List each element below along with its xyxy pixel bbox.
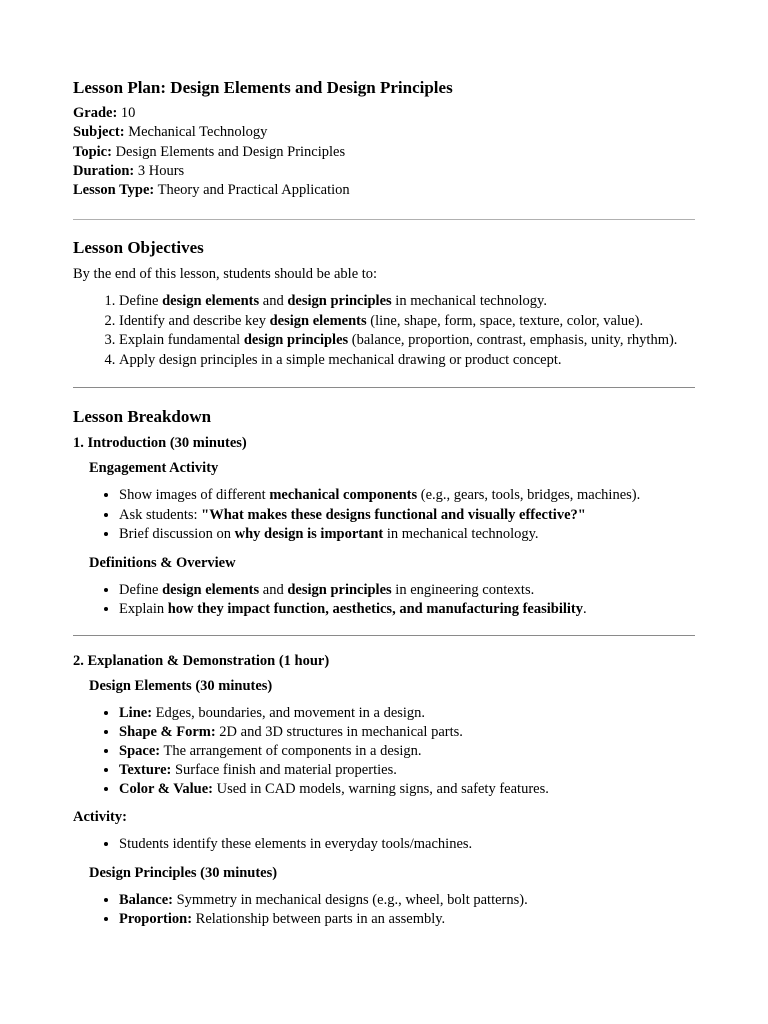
meta-value: Mechanical Technology: [124, 124, 268, 141]
bold-text: mechanical components: [269, 487, 418, 504]
list-item: • Ask students: "What makes these designs functional and visually effective?": [119, 506, 695, 525]
bold-text: design principles: [287, 582, 392, 599]
breakdown-heading: Lesson Breakdown: [73, 407, 212, 427]
list-item: • Line: Edges, boundaries, and movement in a design.: [119, 704, 695, 723]
list-item: 3. Explain fundamental design principles (balance, proportion, contrast, emphasis, unity, rhythm).: [119, 331, 695, 351]
divider: [73, 635, 695, 636]
bold-text: design elements: [269, 312, 367, 329]
bold-text: "What makes these designs functional and visually effective?": [201, 506, 586, 523]
divider: [73, 219, 695, 220]
meta-value: 10: [117, 105, 136, 121]
meta-label: Duration:: [73, 162, 135, 179]
meta-duration: [73, 162, 695, 181]
list-item: • Show images of different mechanical components (e.g., gears, tools, bridges, machines).: [119, 486, 695, 505]
bold-text: Shape & Form:: [119, 723, 216, 740]
bold-text: how they impact function, aesthetics, and manufacturing feasibility: [167, 601, 584, 618]
meta-value: Design Elements and Design Principles: [111, 143, 346, 160]
list-item: 1. Define design elements and design principles in mechanical technology.: [119, 292, 695, 312]
meta-label: Subject:: [73, 124, 125, 141]
bold-text: design principles: [287, 293, 392, 310]
objectives-heading: Lesson Objectives: [73, 238, 204, 258]
meta-subject: [73, 123, 695, 142]
meta-lesson-type: [73, 181, 695, 200]
meta-label: Grade:: [73, 105, 118, 121]
section-introduction-title: 1. Introduction (30 minutes): [73, 435, 247, 452]
meta-topic: [73, 143, 695, 162]
activity-label: Activity:: [73, 808, 127, 825]
divider: [73, 387, 695, 388]
list-item: • Balance: Symmetry in mechanical designs (e.g., wheel, bolt patterns).: [119, 891, 695, 910]
list-item: • Explain how they impact function, aesthetics, and manufacturing feasibility.: [119, 600, 695, 619]
objectives-intro: By the end of this lesson, students should be able to:: [73, 266, 378, 283]
meta-label: Topic:: [73, 143, 112, 160]
list-item: • Brief discussion on why design is important in mechanical technology.: [119, 525, 695, 544]
definitions-overview-title: Definitions & Overview: [89, 555, 236, 572]
activity-list: [73, 835, 695, 854]
list-item: • Proportion: Relationship between parts in an assembly.: [119, 910, 695, 929]
design-elements-title: Design Elements (30 minutes): [89, 677, 273, 694]
bold-text: why design is important: [234, 525, 384, 542]
engagement-list: [73, 486, 695, 544]
list-item: • Students identify these elements in everyday tools/machines.: [119, 835, 695, 854]
bold-text: Color & Value:: [119, 781, 213, 798]
list-item: 4. Apply design principles in a simple mechanical drawing or product concept.: [119, 351, 695, 371]
bold-text: design elements: [162, 293, 260, 310]
design-principles-title: Design Principles (30 minutes): [89, 864, 278, 881]
engagement-activity-title: Engagement Activity: [89, 460, 219, 477]
section-explanation-title: 2. Explanation & Demonstration (1 hour): [73, 652, 330, 669]
lesson-meta: [73, 104, 695, 200]
meta-value: Theory and Practical Application: [154, 182, 350, 199]
bold-text: Proportion:: [119, 910, 193, 927]
bold-text: Line:: [119, 704, 153, 721]
list-item: 2. Identify and describe key design elements (line, shape, form, space, texture, color, value).: [119, 312, 695, 332]
bold-text: Space:: [119, 742, 161, 759]
objectives-list: [73, 292, 695, 370]
list-item: • Space: The arrangement of components in a design.: [119, 742, 695, 761]
design-principles-list: [73, 891, 695, 929]
meta-label: Lesson Type:: [73, 182, 155, 199]
list-item: • Color & Value: Used in CAD models, warning signs, and safety features.: [119, 780, 695, 799]
definitions-list: [73, 581, 695, 619]
list-item: • Define design elements and design principles in engineering contexts.: [119, 581, 695, 600]
bold-text: Texture:: [119, 762, 172, 779]
page-title: Lesson Plan: Design Elements and Design Principles: [73, 78, 453, 97]
design-elements-list: [73, 704, 695, 800]
list-item: • Shape & Form: 2D and 3D structures in mechanical parts.: [119, 723, 695, 742]
bold-text: Balance:: [119, 891, 173, 908]
bold-text: design principles: [243, 332, 349, 349]
meta-value: 3 Hours: [134, 162, 185, 179]
bold-text: design elements: [162, 582, 260, 599]
meta-grade: [73, 104, 695, 123]
list-item: • Texture: Surface finish and material properties.: [119, 761, 695, 780]
